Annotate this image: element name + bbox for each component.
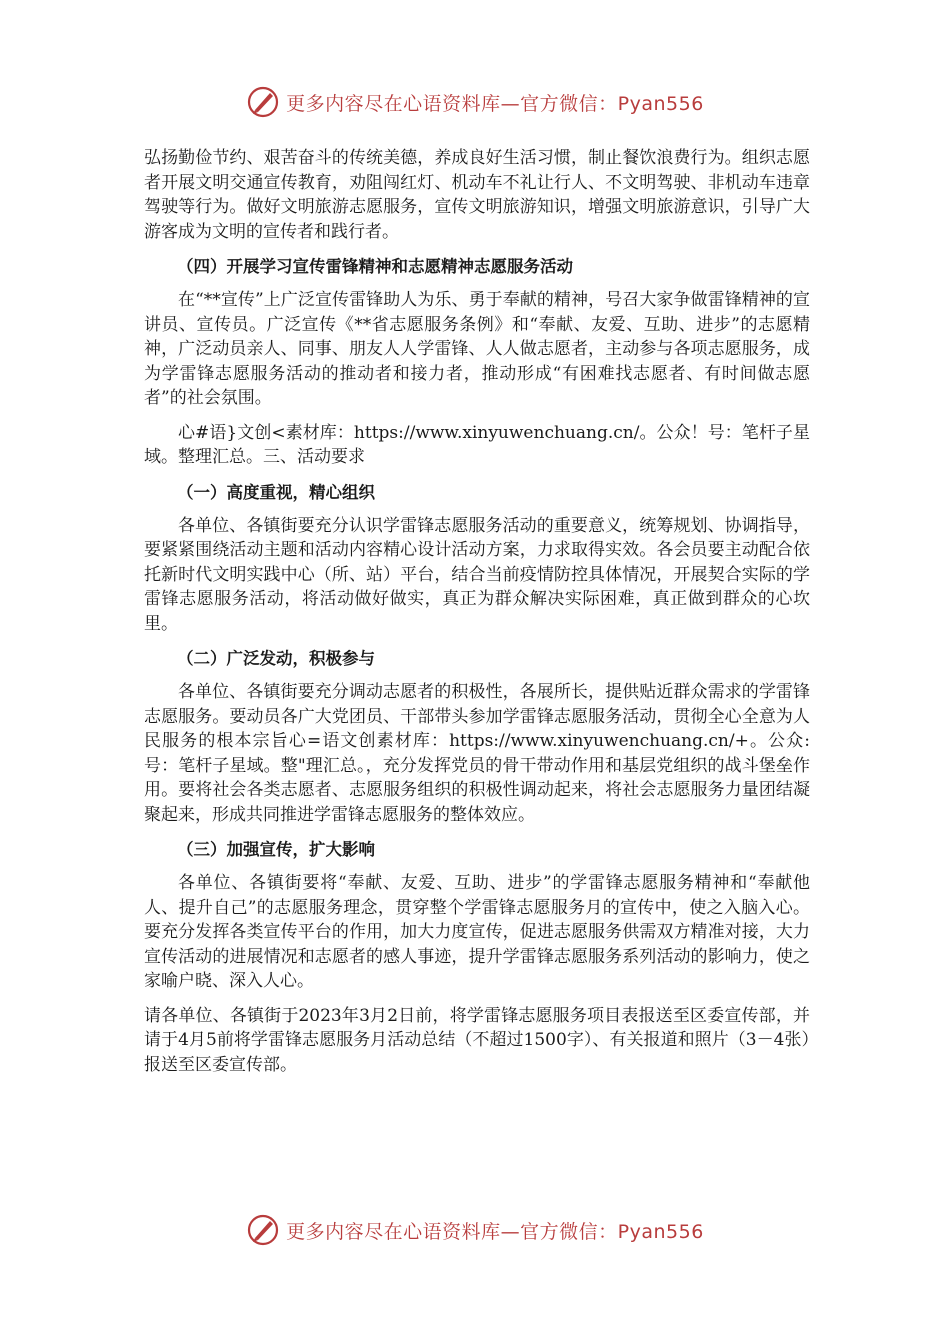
paragraph-deadline: 请各单位、各镇街于2023年3月2日前，将学雷锋志愿服务项目表报送至区委宣传部，并请于4月5前将学雷锋志愿服务月活动总结（不超过1500字）、有关报道和照片（3－4张）报送至区委宣传部。 <box>144 1005 810 1075</box>
footer-banner <box>0 1210 950 1250</box>
paragraph-civility: 弘扬勤俭节约、艰苦奋斗的传统美德，养成良好生活习惯，制止餐饮浪费行为。组织志愿者开展文明交通宣传教育，劝阻闯红灯、机动车不礼让行人、不文明驾驶、非机动车违章驾驶等行为。做好文明旅游志愿服务，宣传文明旅游知识，增强文明旅游意识，引导广大游客成为文明的宣传者和践行者。 <box>144 148 810 242</box>
footer-banner-text: 更多内容尽在心语资料库—官方微信：Pyan556 <box>286 1220 704 1243</box>
paragraph-organization: 各单位、各镇街要充分认识学雷锋志愿服务活动的重要意义，统筹规划、协调指导，要紧紧围绕活动主题和活动内容精心设计活动方案，力求取得实效。各会员要主动配合依托新时代文明实践中心（所、站）平台，结合当前疫情防控具体情况，开展契合实际的学雷锋志愿服务活动，将活动做好做实，真正为群众解决实际困难，真正做到群众的心坎里。 <box>144 515 810 634</box>
header-banner <box>0 82 950 122</box>
section-heading-2: （二）广泛发动，积极参与 <box>177 649 375 668</box>
paragraph-lei-feng-spirit: 在“**宣传”上广泛宣传雷锋助人为乐、勇于奉献的精神，号召大家争做雷锋精神的宣讲员、宣传员。广泛宣传《**省志愿服务条例》和“奉献、友爱、互助、进步”的志愿精神，广泛动员亲人、同事、朋友人人学雷锋、人人做志愿者，主动参与各项志愿服务，成为学雷锋志愿服务活动的推动者和接力者，推动形成“有困难找志愿者、有时间做志愿者”的社会氛围。 <box>144 290 810 408</box>
section-heading-4: （四）开展学习宣传雷锋精神和志愿精神志愿服务活动 <box>177 257 573 276</box>
paragraph-publicity: 各单位、各镇街要将“奉献、友爱、互助、进步”的学雷锋志愿服务精神和“奉献他人、提升自己”的志愿服务理念，贯穿整个学雷锋志愿服务月的宣传中，使之入脑入心。要充分发挥各类宣传平台的作用，加大力度宣传，促进志愿服务供需双方精准对接，大力宣传活动的进展情况和志愿者的感人事迹，提升学雷锋志愿服务系列活动的影响力，使之家喻户晓、深入人心。 <box>144 873 810 991</box>
header-banner-text: 更多内容尽在心语资料库—官方微信：Pyan556 <box>286 92 704 115</box>
document-body <box>144 146 810 1077</box>
paragraph-participation: 各单位、各镇街要充分调动志愿者的积极性，各展所长，提供贴近群众需求的学雷锋志愿服务。要动员各广大党团员、干部带头参加学雷锋志愿服务活动，贯彻全心全意为人民服务的根本宗旨心=语文创素材库：https://www.xinyuwenchuang.cn/+。公众:号：笔杆子星域。整"理汇总。，充分发挥党员的骨干带动作用和基层党组织的战斗堡垒作用。要将社会各类志愿者、志愿服务组织的积极性调动起来，将社会志愿服务力量团结凝聚起来，形成共同推进学雷锋志愿服务的整体效应。 <box>144 682 810 825</box>
paragraph-watermark-requirements: 心#语}文创<素材库：https://www.xinyuwenchuang.cn/。公众！号：笔杆子星域。整理汇总。三、活动要求 <box>144 422 810 467</box>
section-heading-1: （一）高度重视，精心组织 <box>177 482 375 502</box>
quill-pen-icon <box>246 85 280 119</box>
quill-pen-icon <box>246 1213 280 1247</box>
section-heading-3: （三）加强宣传，扩大影响 <box>177 840 375 859</box>
